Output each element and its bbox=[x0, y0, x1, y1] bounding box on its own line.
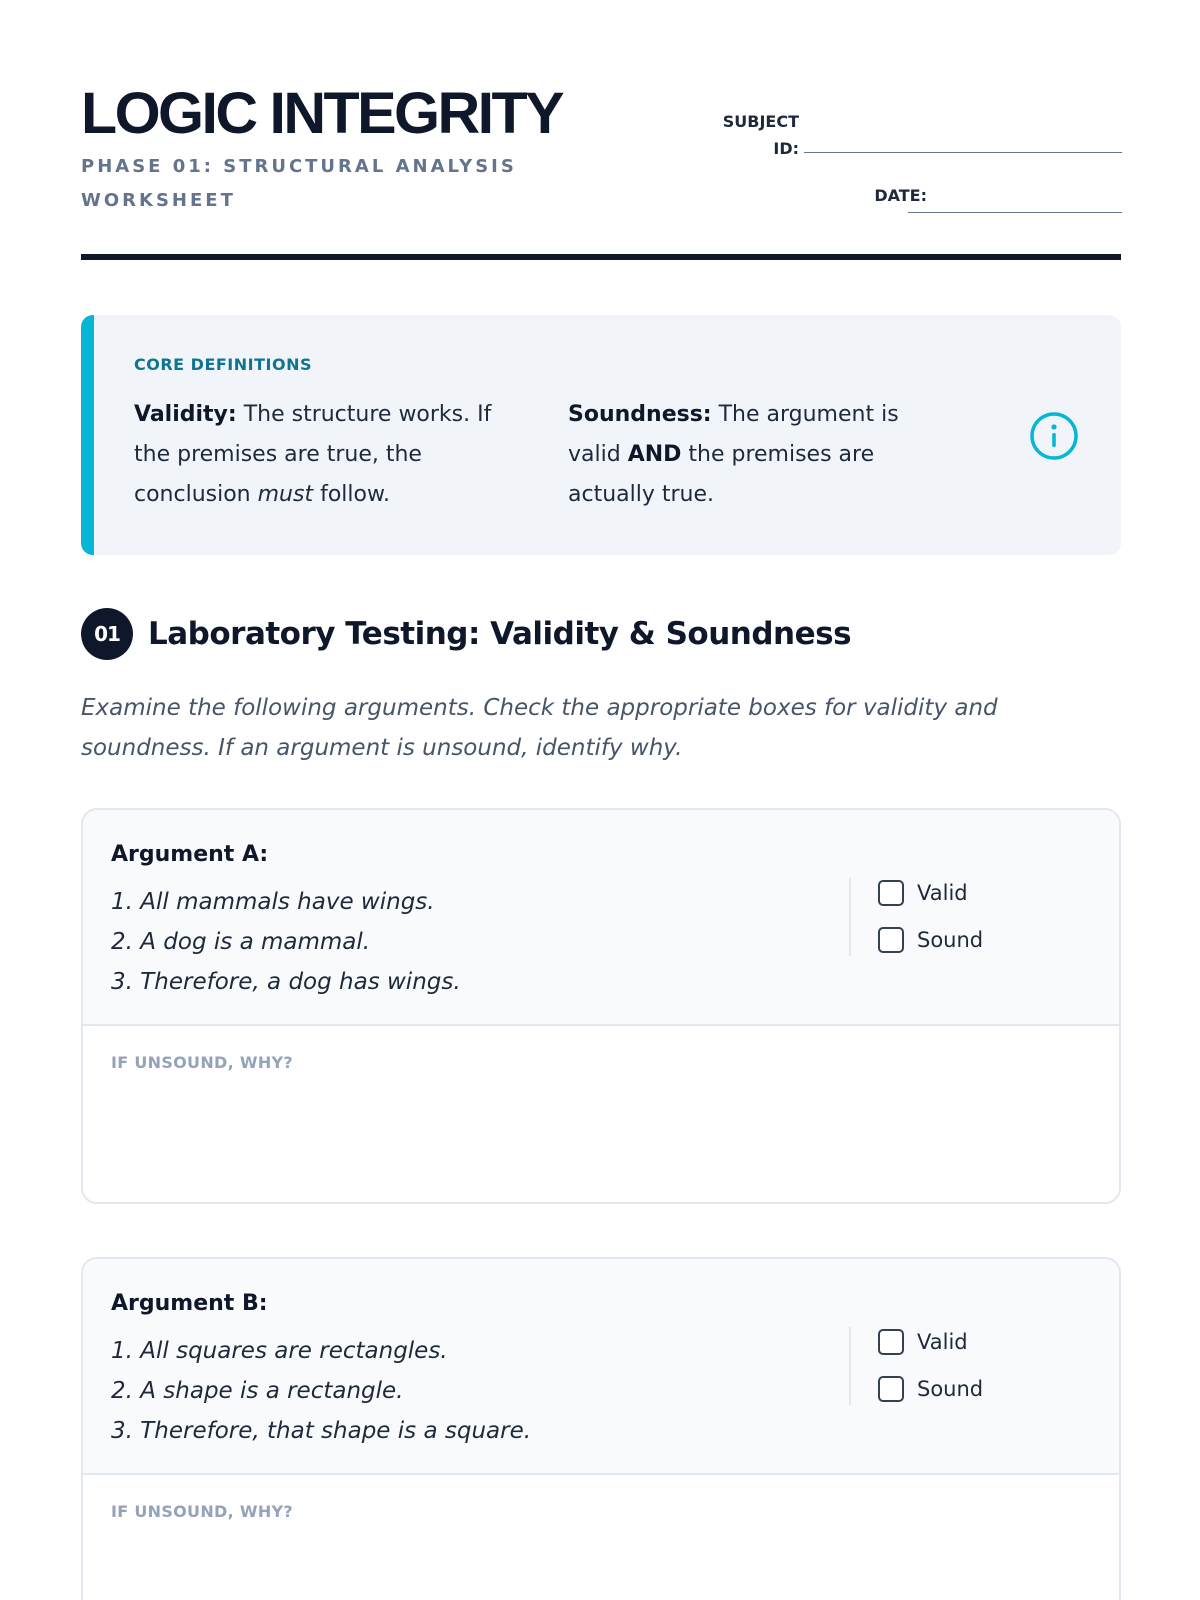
premise-line: 2. A shape is a rectangle. bbox=[111, 1378, 404, 1404]
soundness-text-end: the premises are actually true. bbox=[568, 442, 875, 507]
valid-checkbox[interactable] bbox=[878, 1329, 904, 1355]
worksheet-title: LOGIC INTEGRITY bbox=[81, 81, 563, 146]
soundness-and: AND bbox=[627, 442, 682, 467]
valid-option[interactable] bbox=[878, 878, 983, 907]
argument-premises bbox=[111, 1331, 831, 1451]
sound-checkbox[interactable] bbox=[878, 1376, 904, 1402]
definitions-accent-bar bbox=[81, 315, 94, 555]
evaluation-checkboxes bbox=[849, 878, 983, 956]
premise-line: 1. All squares are rectangles. bbox=[111, 1338, 448, 1364]
valid-label: Valid bbox=[917, 880, 968, 905]
sound-label: Sound bbox=[917, 1376, 984, 1401]
validity-term: Validity: bbox=[134, 402, 237, 427]
sound-label: Sound bbox=[917, 927, 984, 952]
sound-option[interactable] bbox=[878, 925, 983, 954]
argument-card-a bbox=[81, 808, 1121, 1204]
evaluation-checkboxes bbox=[849, 1327, 983, 1405]
soundness-definition bbox=[568, 395, 948, 515]
section-instructions: Examine the following arguments. Check the appropriate boxes for validity and soundness. If an argument is unsound, identify why. bbox=[81, 695, 998, 761]
definitions-label: CORE DEFINITIONS bbox=[134, 355, 312, 374]
premise-line: 2. A dog is a mammal. bbox=[111, 929, 371, 955]
sound-option[interactable] bbox=[878, 1374, 983, 1403]
info-icon bbox=[1028, 410, 1080, 462]
valid-checkbox[interactable] bbox=[878, 880, 904, 906]
argument-name: Argument A: bbox=[111, 842, 269, 867]
argument-statement bbox=[83, 810, 1119, 1026]
premise-line: 1. All mammals have wings. bbox=[111, 889, 435, 915]
date-field[interactable] bbox=[908, 212, 1122, 213]
worksheet-header bbox=[81, 82, 1121, 262]
argument-name: Argument B: bbox=[111, 1291, 268, 1316]
section-title: Laboratory Testing: Validity & Soundness bbox=[148, 616, 852, 652]
why-unsound-label: IF UNSOUND, WHY? bbox=[111, 1502, 293, 1521]
argument-premises bbox=[111, 882, 831, 1002]
validity-emphasis: must bbox=[257, 482, 314, 507]
argument-statement bbox=[83, 1259, 1119, 1475]
valid-label: Valid bbox=[917, 1329, 968, 1354]
header-divider bbox=[81, 254, 1121, 260]
subject-id-label: SUBJECT ID: bbox=[722, 112, 799, 158]
worksheet-subtitle: PHASE 01: STRUCTURAL ANALYSIS WORKSHEET bbox=[81, 156, 517, 211]
validity-text: The structure works. If the premises are true, the conclusion bbox=[134, 402, 492, 507]
validity-text-end: follow. bbox=[313, 482, 390, 507]
argument-card-b bbox=[81, 1257, 1121, 1600]
section-number-badge: 01 bbox=[81, 608, 133, 660]
valid-option[interactable] bbox=[878, 1327, 983, 1356]
why-unsound-label: IF UNSOUND, WHY? bbox=[111, 1053, 293, 1072]
conclusion-line: 3. Therefore, a dog has wings. bbox=[111, 969, 461, 995]
conclusion-line: 3. Therefore, that shape is a square. bbox=[111, 1418, 532, 1444]
date-label: DATE: bbox=[874, 186, 927, 205]
subject-id-field[interactable] bbox=[804, 152, 1122, 153]
soundness-term: Soundness: bbox=[568, 402, 712, 427]
section-header bbox=[81, 608, 851, 660]
core-definitions-panel bbox=[81, 315, 1121, 555]
validity-definition bbox=[134, 395, 534, 515]
sound-checkbox[interactable] bbox=[878, 927, 904, 953]
soundness-text: The argument is valid bbox=[568, 402, 899, 467]
